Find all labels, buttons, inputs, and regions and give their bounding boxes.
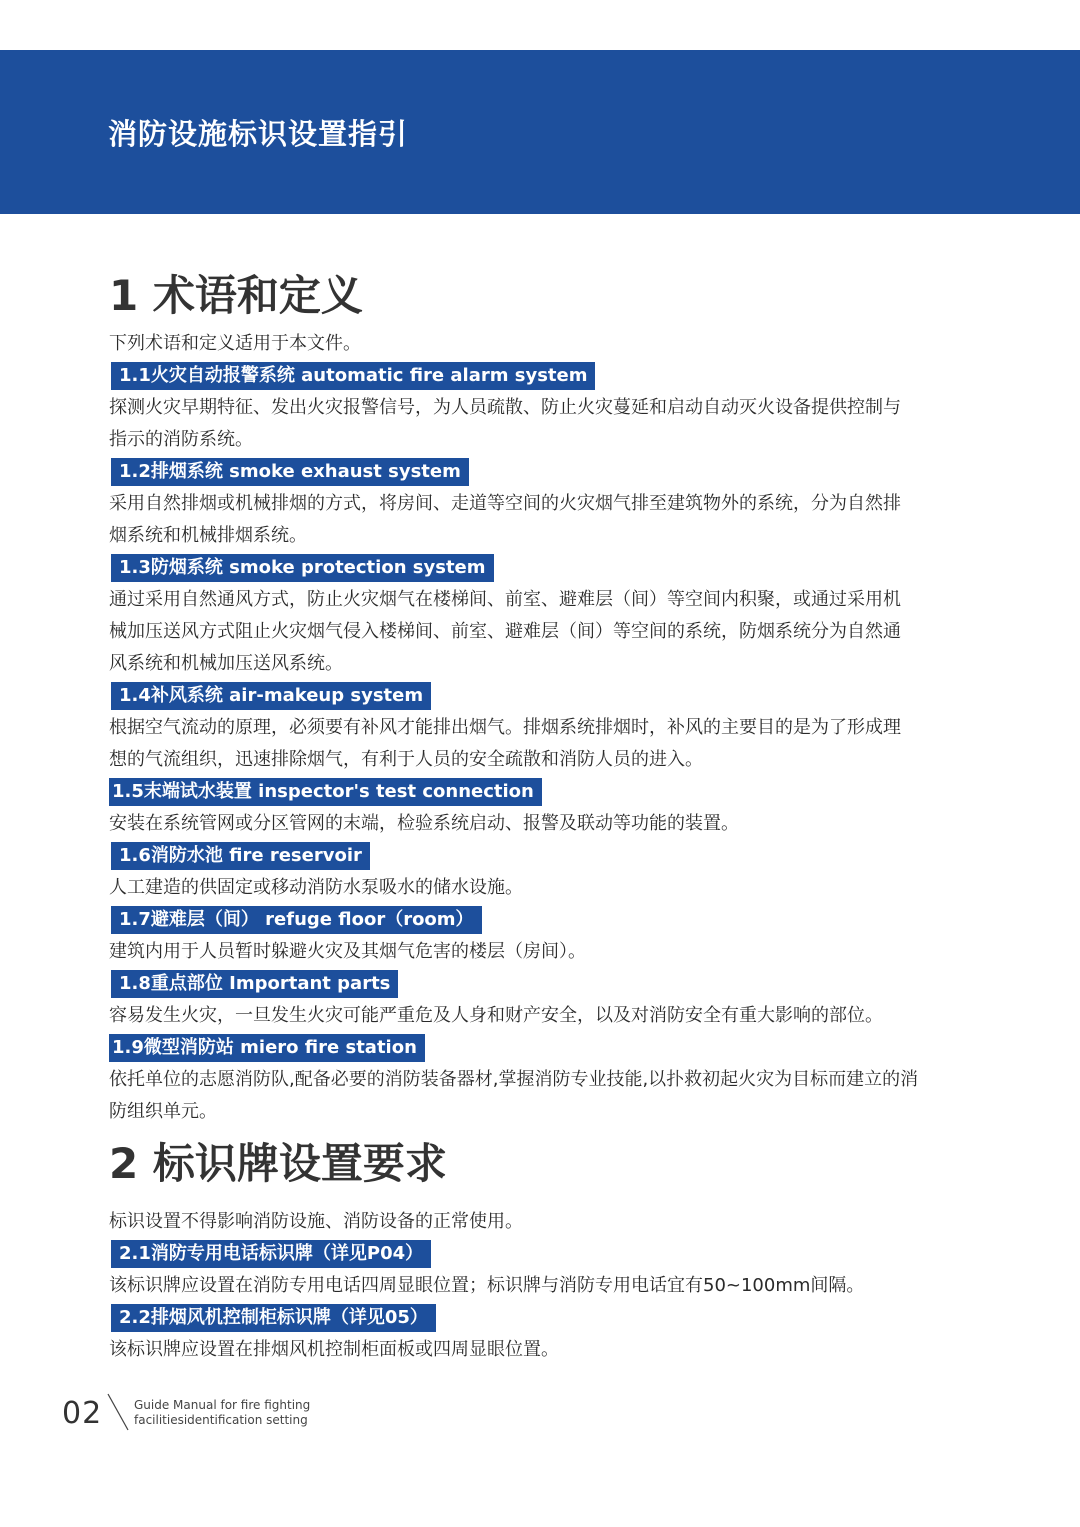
term-label: 1.6消防水池 fire reservoir (111, 842, 370, 870)
term-label: 1.5末端试水装置 inspector's test connection (109, 778, 542, 806)
requirement-2-2 (109, 1302, 979, 1366)
footer-line-2: facilitiesidentification setting (134, 1413, 308, 1427)
section-1-heading: 1 术语和定义 (109, 271, 363, 320)
requirement-label: 2.1消防专用电话标识牌（详见P04） (111, 1240, 431, 1268)
term-text: 建筑内用于人员暂时躲避火灾及其烟气危害的楼层（房间）。 (109, 941, 586, 962)
term-label: 1.7避难层（间） refuge floor（room） (111, 906, 482, 934)
main-content (109, 268, 979, 1366)
term-text: 指示的消防系统。 (109, 429, 253, 450)
term-label: 1.3防烟系统 smoke protection system (111, 554, 494, 582)
term-text: 械加压送风方式阻止火灾烟气侵入楼梯间、前室、避难层（间）等空间的系统，防烟系统分为自然通 (109, 621, 901, 642)
footer-line-1: Guide Manual for fire fighting (134, 1398, 311, 1412)
term-text: 依托单位的志愿消防队,配备必要的消防装备器材,掌握消防专业技能,以扑救初起火灾为目标而建立的消 (109, 1069, 919, 1090)
term-1-6 (109, 840, 979, 904)
requirement-text: 该标识牌应设置在排烟风机控制柜面板或四周显眼位置。 (109, 1339, 559, 1360)
term-1-8 (109, 968, 979, 1032)
term-text: 通过采用自然通风方式，防止火灾烟气在楼梯间、前室、避难层（间）等空间内积聚，或通过采用机 (109, 589, 901, 610)
term-text: 容易发生火灾，一旦发生火灾可能严重危及人身和财产安全，以及对消防安全有重大影响的部位。 (109, 1005, 883, 1026)
term-label: 1.1火灾自动报警系统 automatic fire alarm system (111, 362, 595, 390)
page-number: 02 (62, 1396, 103, 1431)
term-1-2 (109, 456, 979, 552)
term-1-4 (109, 680, 979, 776)
footer-caption (134, 1398, 310, 1428)
term-text: 想的气流组织，迅速排除烟气，有利于人员的安全疏散和消防人员的进入。 (109, 749, 703, 770)
term-text: 防组织单元。 (109, 1101, 217, 1122)
term-text: 烟系统和机械排烟系统。 (109, 525, 307, 546)
term-label: 1.2排烟系统 smoke exhaust system (111, 458, 469, 486)
term-1-3 (109, 552, 979, 680)
term-text: 采用自然排烟或机械排烟的方式，将房间、走道等空间的火灾烟气排至建筑物外的系统，分为自然排 (109, 493, 901, 514)
requirement-2-1 (109, 1238, 979, 1302)
term-1-9 (109, 1032, 979, 1128)
term-label: 1.4补风系统 air-makeup system (111, 682, 431, 710)
section-2-heading: 2 标识牌设置要求 (109, 1139, 447, 1188)
slash-divider-icon (106, 1392, 132, 1432)
term-label: 1.9微型消防站 miero fire station (109, 1034, 425, 1062)
term-text: 风系统和机械加压送风系统。 (109, 653, 343, 674)
section-1-intro: 下列术语和定义适用于本文件。 (109, 333, 361, 354)
term-text: 探测火灾早期特征、发出火灾报警信号，为人员疏散、防止火灾蔓延和启动自动灭火设备提供控制与 (109, 397, 901, 418)
section-2-intro: 标识设置不得影响消防设施、消防设备的正常使用。 (109, 1211, 523, 1232)
term-text: 安装在系统管网或分区管网的末端，检验系统启动、报警及联动等功能的装置。 (109, 813, 739, 834)
term-text: 人工建造的供固定或移动消防水泵吸水的储水设施。 (109, 877, 523, 898)
requirement-label: 2.2排烟风机控制柜标识牌（详见05） (111, 1304, 436, 1332)
term-1-5 (109, 776, 979, 840)
term-1-1 (109, 360, 979, 456)
term-1-7 (109, 904, 979, 968)
document-title: 消防设施标识设置指引 (108, 117, 409, 151)
requirement-text: 该标识牌应设置在消防专用电话四周显眼位置；标识牌与消防专用电话宜有50~100mm间隔。 (109, 1275, 865, 1296)
term-label: 1.8重点部位 Important parts (111, 970, 398, 998)
term-text: 根据空气流动的原理，必须要有补风才能排出烟气。排烟系统排烟时，补风的主要目的是为了形成理 (109, 717, 901, 738)
